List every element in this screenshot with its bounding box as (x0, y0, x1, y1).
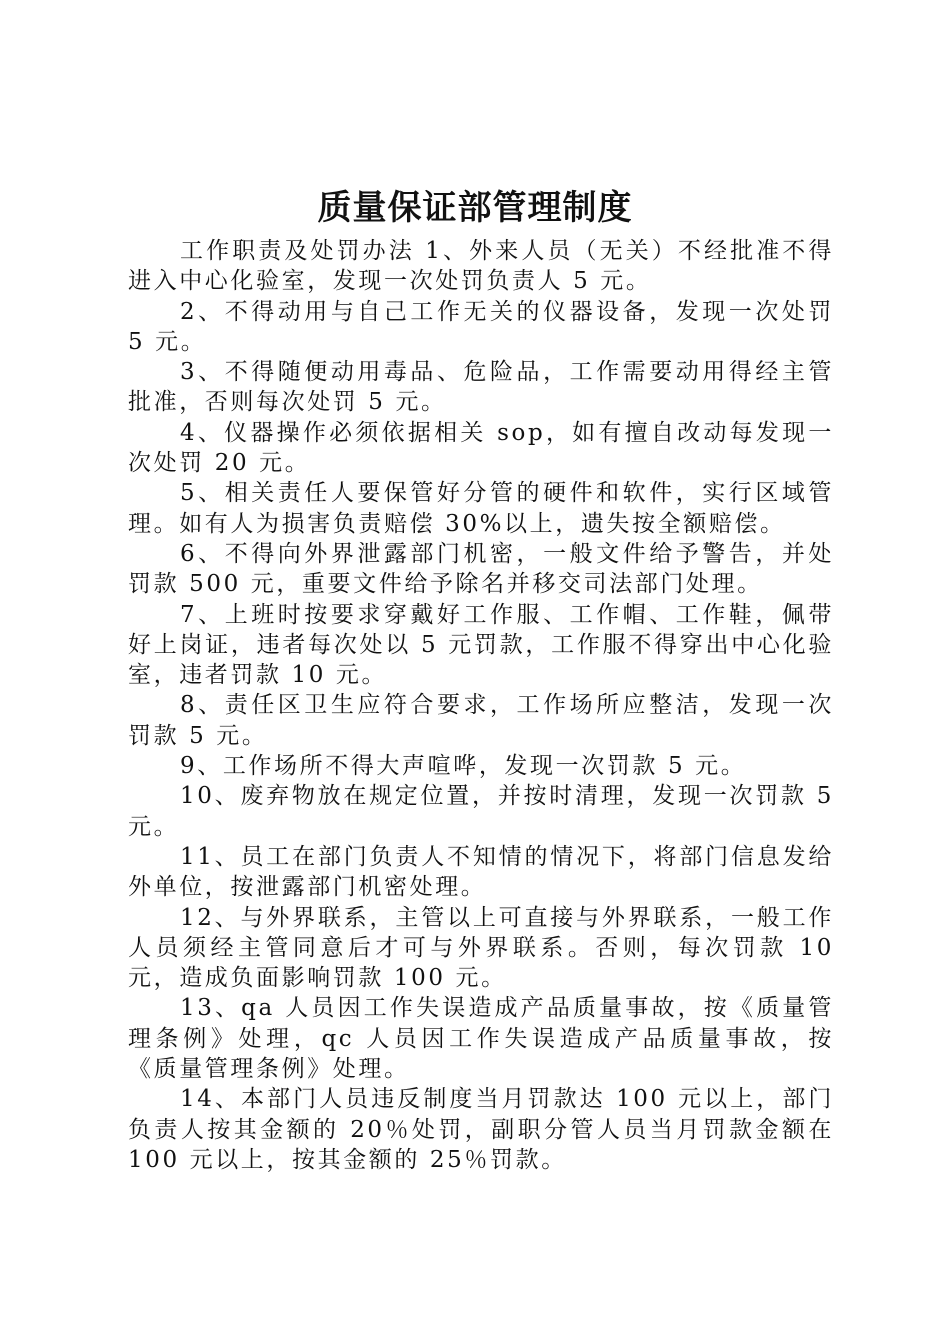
paragraph-9: 9、工作场所不得大声喧哗，发现一次罚款 5 元。 (180, 753, 747, 780)
paragraph-8: 8、责任区卫生应符合要求，工作场所应整洁，发现一次罚款 5 元。 (128, 692, 834, 749)
paragraph-11: 11、员工在部门负责人不知情的情况下，将部门信息发给外单位，按泄露部门机密处理。 (128, 843, 834, 901)
paragraph-5: 5、相关责任人要保管好分管的硬件和软件，实行区域管理。如有人为损害负责赔偿 30%以上，遗失按全额赔偿。 (128, 480, 834, 537)
paragraph-6: 6、不得向外界泄露部门机密，一般文件给予警告，并处罚款 500 元，重要文件给予除名并移交司法部门处理。 (128, 540, 834, 598)
paragraph-7: 7、上班时按要求穿戴好工作服、工作帽、工作鞋，佩带好上岗证，违者每次处以 5 元罚款，工作服不得穿出中心化验室，违者罚款 10 元。 (128, 601, 834, 689)
paragraph-3: 3、不得随便动用毒品、危险品，工作需要动用得经主管批准，否则每次处罚 5 元。 (128, 359, 834, 416)
paragraph-14: 14、本部门人员违反制度当月罚款达 100 元以上，部门负责人按其金额的 20％处罚，副职分管人员当月罚款金额在 100 元以上，按其金额的 25％罚款。 (128, 1086, 834, 1173)
paragraph-12: 12、与外界联系，主管以上可直接与外界联系，一般工作人员须经主管同意后才可与外界联系。否则，每次罚款 10 元，造成负面影响罚款 100 元。 (128, 904, 834, 992)
paragraph-13: 13、qa 人员因工作失误造成产品质量事故，按《质量管理条例》处理，qc 人员因工作失误造成产品质量事故，按《质量管理条例》处理。 (128, 995, 834, 1083)
document-body (128, 236, 834, 1175)
paragraph-4: 4、仪器操作必须依据相关 sop，如有擅自改动每发现一次处罚 20 元。 (128, 419, 834, 477)
paragraph-2: 2、不得动用与自己工作无关的仪器设备，发现一次处罚 5 元。 (128, 298, 834, 355)
paragraph-1: 工作职责及处罚办法 1、外来人员（无关）不经批准不得进入中心化验室，发现一次处罚负责人 5 元。 (128, 238, 834, 295)
paragraph-10: 10、废弃物放在规定位置，并按时清理，发现一次罚款 5 元。 (128, 783, 834, 840)
document-title: 质量保证部管理制度 (317, 188, 633, 228)
